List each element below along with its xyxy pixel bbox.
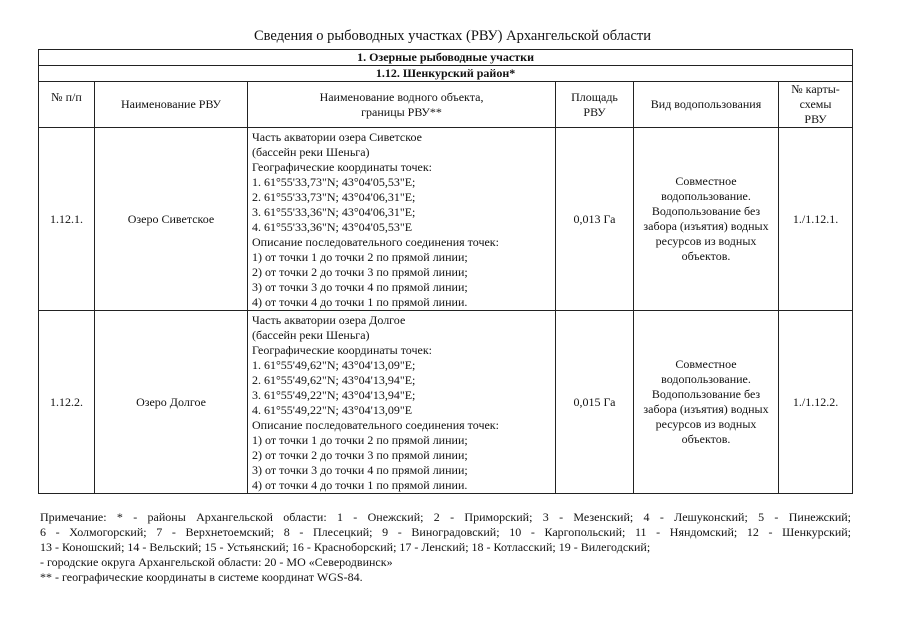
row-use: Совместное водопользование. Водопользование без забора (изъятия) водных ресурсов из водных объектов.	[634, 311, 779, 494]
row-name: Озеро Сиветское	[95, 128, 248, 311]
row-name: Озеро Долгое	[95, 311, 248, 494]
row-map: 1./1.12.2.	[779, 311, 853, 494]
row-area: 0,015 Га	[556, 311, 634, 494]
document-title: Сведения о рыбоводных участках (РВУ) Архангельской области	[254, 28, 651, 44]
footnote	[40, 510, 851, 585]
table-row	[39, 311, 853, 494]
district-row	[39, 66, 853, 82]
row-use: Совместное водопользование. Водопользование без забора (изъятия) водных ресурсов из водных объектов.	[634, 128, 779, 311]
district-title: 1.12. Шенкурский район*	[39, 66, 853, 82]
header-name: Наименование РВУ	[95, 82, 248, 128]
row-num: 1.12.1.	[39, 128, 95, 311]
footnote-line: Примечание: * - районы Архангельской области: 1 - Онежский; 2 - Приморский; 3 - Мезенский; 4 - Лешуконский; 5 - Пинежский;	[40, 510, 851, 524]
table-row	[39, 128, 853, 311]
footnote-line: ** - географические координаты в системе координат WGS-84.	[40, 570, 363, 584]
footnote-line: 13 - Коношский; 14 - Вельский; 15 - Устьянский; 16 - Красноборский; 17 - Ленский; 18 - Котласский; 19 - Вилегодский;	[40, 540, 651, 554]
header-use: Вид водопользования	[634, 82, 779, 128]
header-num: № п/п	[39, 82, 95, 128]
row-num: 1.12.2.	[39, 311, 95, 494]
header-map: № карты- схемы РВУ	[779, 82, 853, 128]
rvu-table	[38, 49, 853, 494]
row-map: 1./1.12.1.	[779, 128, 853, 311]
footnote-line: - городские округа Архангельской области: 20 - МО «Северодвинск»	[40, 555, 393, 569]
header-row	[39, 82, 853, 128]
row-description: Часть акватории озера Долгое (бассейн реки Шеньга) Географические координаты точек: 1. 61°55'49,62"N; 43°04'13,09"E; 2. 61°55'49,62"N; 43°04'13,94"E; 3. 61°55'49,22"N; 43°04'13,94"E; 4. 61°55'49,22"N; 43°04'13,09"E Описание последовательного соединения точек: 1) от точки 1 до точки 2 по прямой линии; 2) от точки 2 до точки 3 по прямой линии; 3) от точки 3 до точки 4 по прямой линии; 4) от точки 4 до точки 1 по прямой линии.	[248, 311, 556, 494]
section-title: 1. Озерные рыбоводные участки	[39, 50, 853, 66]
row-area: 0,013 Га	[556, 128, 634, 311]
header-water: Наименование водного объекта, границы РВУ**	[248, 82, 556, 128]
header-area: Площадь РВУ	[556, 82, 634, 128]
section-row	[39, 50, 853, 66]
row-description: Часть акватории озера Сиветское (бассейн реки Шеньга) Географические координаты точек: 1. 61°55'33,73"N; 43°04'05,53"E; 2. 61°55'33,73"N; 43°04'06,31"E; 3. 61°55'33,36"N; 43°04'06,31"E; 4. 61°55'33,36"N; 43°04'05,53"E Описание последовательного соединения точек: 1) от точки 1 до точки 2 по прямой линии; 2) от точки 2 до точки 3 по прямой линии; 3) от точки 3 до точки 4 по прямой линии; 4) от точки 4 до точки 1 по прямой линии.	[248, 128, 556, 311]
footnote-line: 6 - Холмогорский; 7 - Верхнетоемский; 8 - Плесецкий; 9 - Виноградовский; 10 - Каргопольский; 11 - Няндомский; 12 - Шенкурский;	[40, 525, 851, 539]
